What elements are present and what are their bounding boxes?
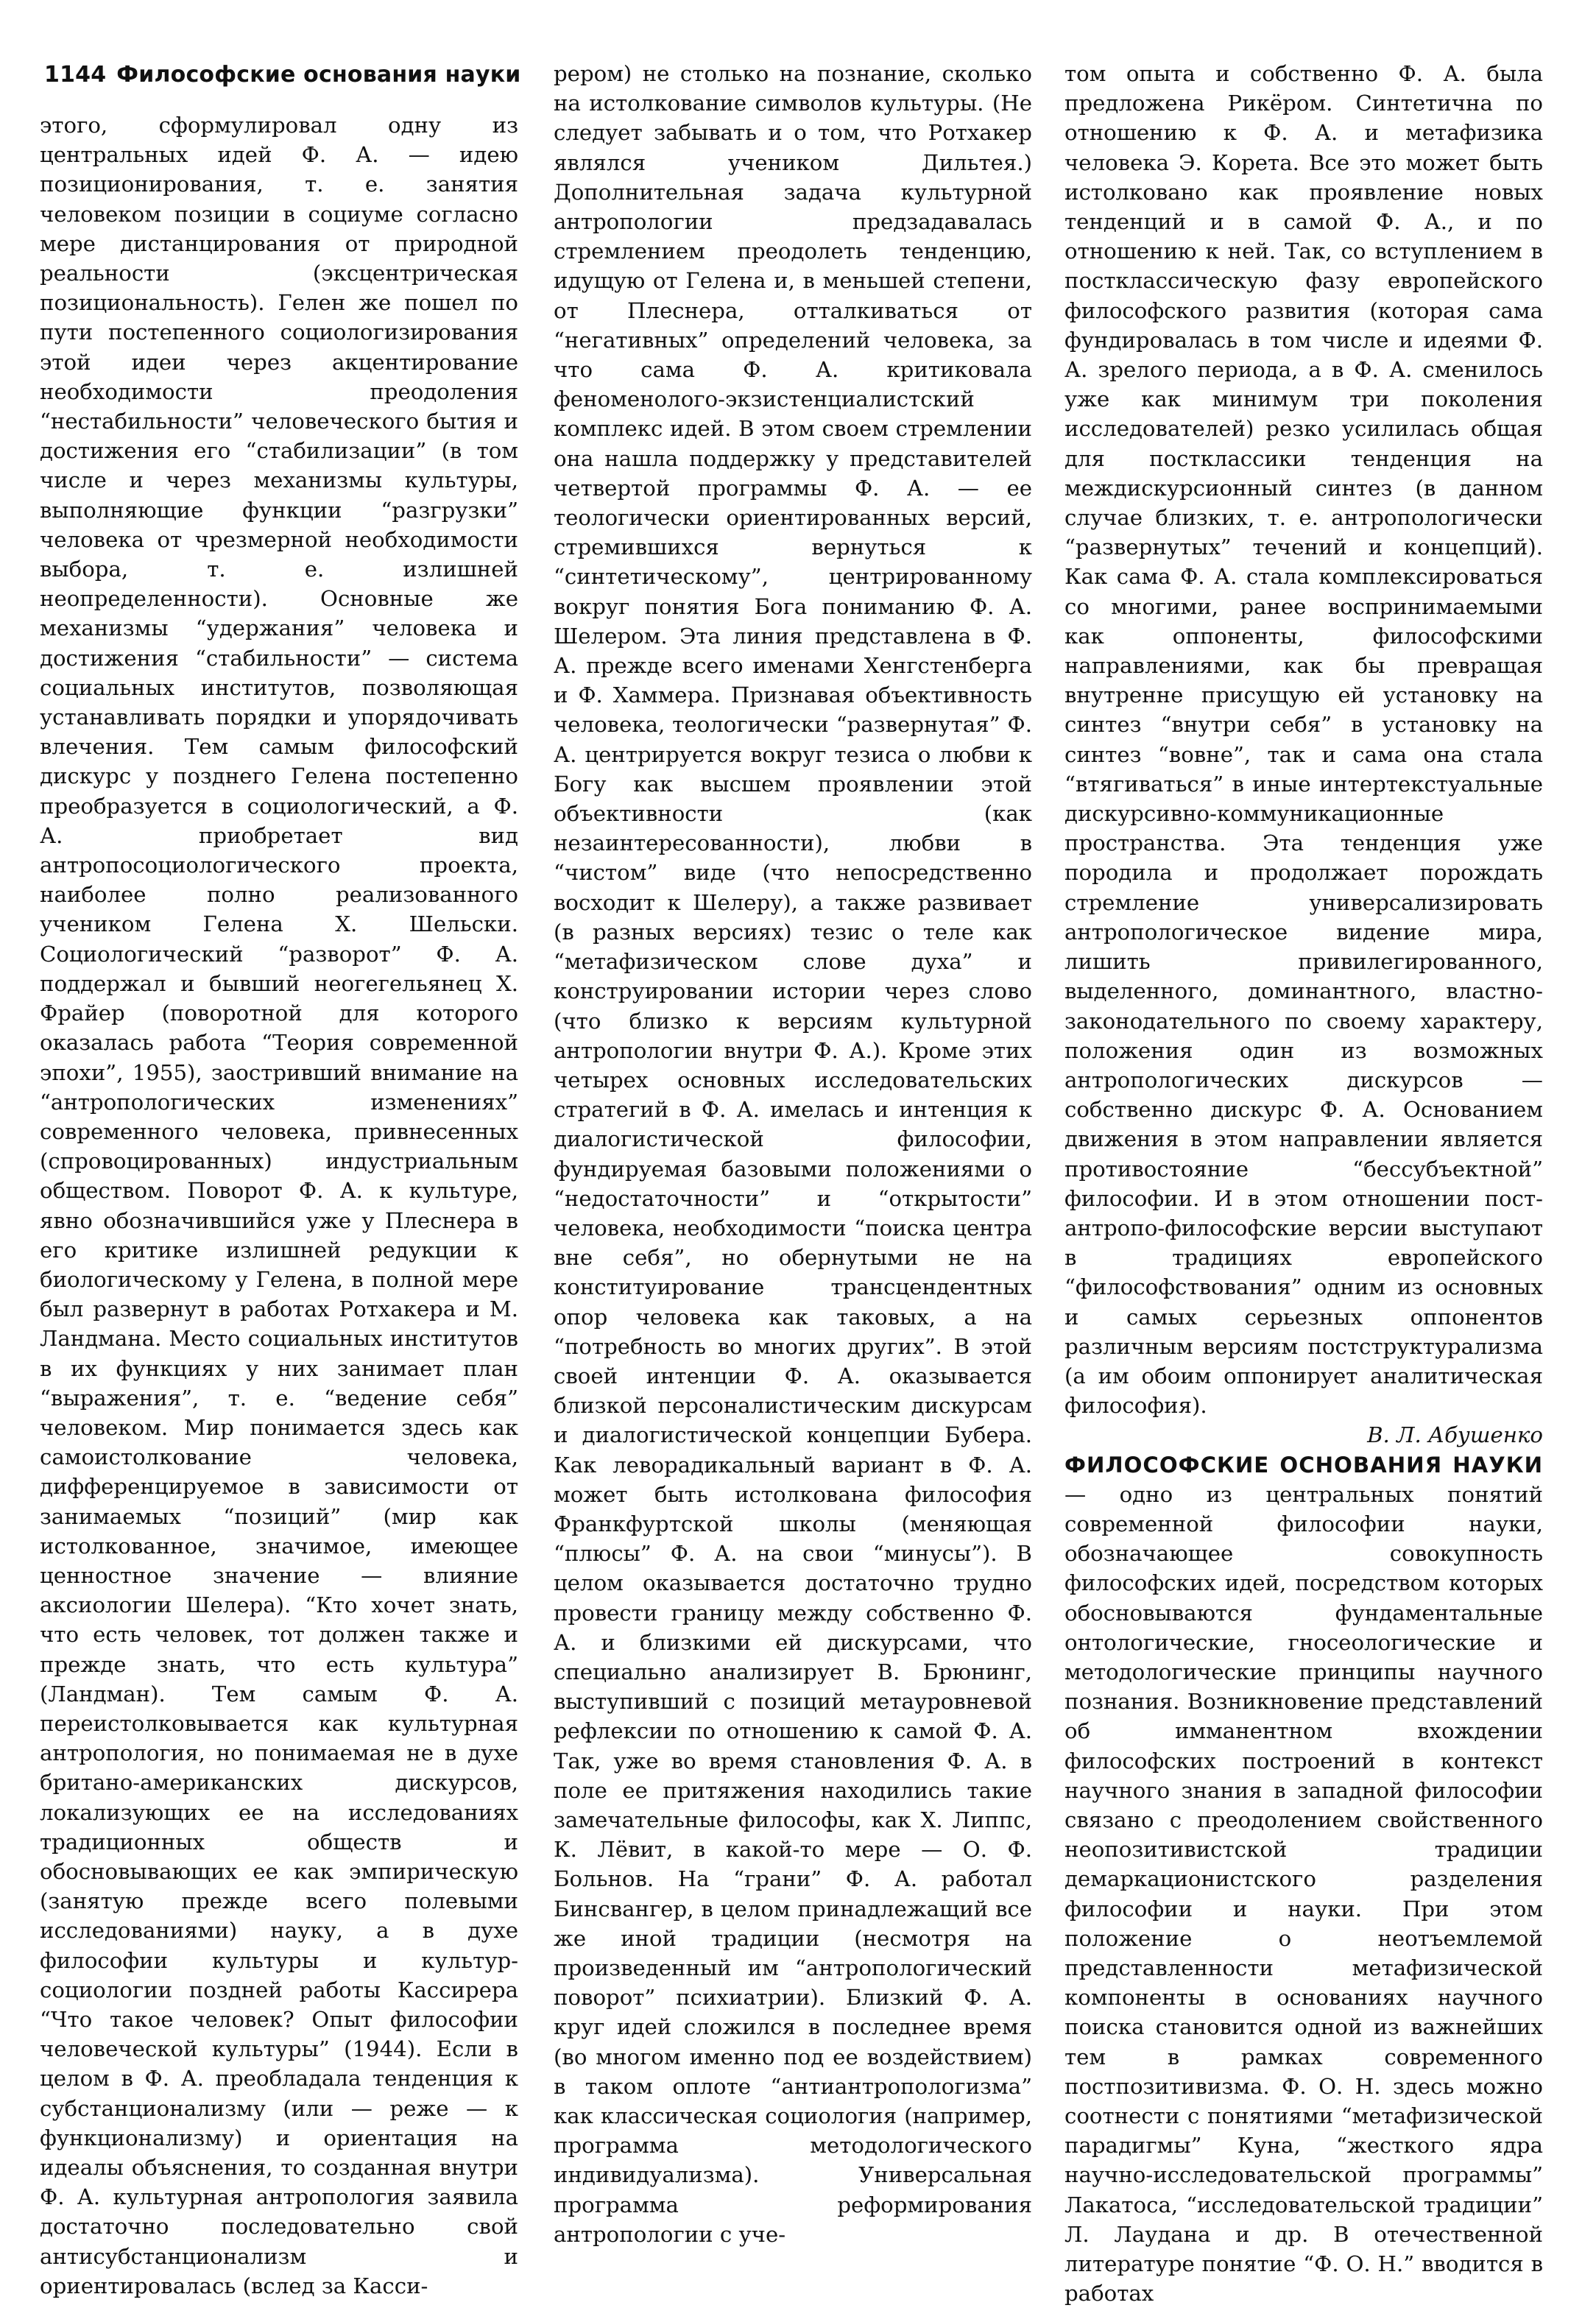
column-1-text: этого, сформулировал одну из центральных идей Ф. А. — идею позиционирования, т. е. занятия человеком позиции в социуме согласно мере дистанцирования от природной реальности (эксцентрическая позициональность). Гелен же пошел по пути постепенного социологизирования этой идеи через акцентирование необходимости преодоления “нестабильности” человеческого бытия и достижения его “стабилизации” (в том числе и через механизмы культуры, выполняющие функции “разгрузки” человека от чрезмерной необходимости выбора, т. е. излишней неопределенности). Основные же механизмы “удержания” человека и достижения “стабильности” — система социальных институтов, позволяющая устанавливать порядки и упорядочивать влечения. Тем самым философский дискурс у позднего Гелена постепенно преобразуется в социологический, а Ф. А. приобретает вид антропосоциологического проекта, наиболее полно реализованного учеником Гелена Х. Шельски. Социологический “разворот” Ф. А. поддержал и бывший неогегельянец Х. Фрайер (поворотной для которого оказалась работа “Теория современной эпохи”, 1955), заостривший внимание на “антропологических изменениях” современного человека, привнесенных (спровоцированных) индустриальным обществом. Поворот Ф. А. к культуре, явно обозначившийся уже у Плеснера в его критике излишней редукции к биологическому у Гелена, в полной мере был развернут в работах Ротхакера и М. Ландмана. Место социальных институтов в их функциях у них занимает план “выражения”, т. е. “ведение себя” человеком. Мир понимается здесь как самоистолкование человека, дифференцируемое в зависимости от занимаемых “позиций” (мир как истолкованное, значимое, имеющее ценностное значение — влияние аксиологии Шелера). “Кто хочет знать, что есть человек, тот должен также и прежде знать, что есть культура” (Ландман). Тем самым Ф. А. переистолковывается как культурная антропология, но понимаемая не в духе британо-американских дискурсов, локализующих ее на исследованиях традиционных обществ и обосновывающих ее как эмпирическую (занятую прежде всего полевыми исследованиями) науку, а в духе философии культуры и культур-социологии поздней работы Кассирера “Что такое человек? Опыт философии человеческой культуры” (1944). Если в целом в Ф. А. преобладала тенденция к субстанционализму (или — реже — к функционализму) и ориентация на идеалы объяснения, то созданная внутри Ф. А. культурная антропология заявила достаточно последовательно свой антисубстанционализм и ориентировалась (вслед за Касси- (40, 113, 518, 2298)
running-title: Философские основания науки (116, 62, 521, 88)
article-author: В. Л. Абушенко (1367, 1422, 1543, 1448)
entry-text: — одно из центральных понятий современной философии науки, обозначающее совокупность философских идей, посредством которых обосновываются фундаментальные онтологические, гносеологические и методологические принципы научного познания. Возникновение представлений об имманентном вхождении философских построений в контекст научного знания в западной философии связано с преодолением свойственного неопозитивистской традиции демаркационистского разделения философии и науки. При этом положение о неотъемлемой представленности метафизической компоненты в основаниях научного поиска становится одной из важнейших тем в рамках современного постпозитивизма. Ф. О. Н. здесь можно соотнести с понятиями “метафизической парадигмы” Куна, “жесткого ядра научно-исследовательской программы” Лакатоса, “исследовательской традиции” Л. Лаудана и др. В отечественной литературе понятие “Ф. О. Н.” вводится в работах (1064, 1481, 1543, 2307)
running-header (44, 62, 545, 88)
text-column-1 (40, 110, 518, 2298)
column-2-text: рером) не столько на познание, сколько на истолкование символов культуры. (Не следует забывать и о том, что Ротхакер являлся учеником Дильтея.) Дополнительная задача культурной антропологии предзадавалась стремлением преодолеть тенденцию, идущую от Гелена и, в меньшей степени, от Плеснера, отталкиваться от “негативных” определений человека, за что сама Ф. А. критиковала феноменолого-экзистенциалистский комплекс идей. В этом своем стремлении она нашла поддержку у представителей четвертой программы Ф. А. — ее теологически ориентированных версий, стремившихся вернуться к “синтетическому”, центрированному вокруг понятия Бога пониманию Ф. А. Шелером. Эта линия представлена в Ф. А. прежде всего именами Хенгстенберга и Ф. Хаммера. Признавая объективность человека, теологически “развернутая” Ф. А. центрируется вокруг тезиса о любви к Богу как высшем проявлении этой объективности (как незаинтересованности), любви в “чистом” виде (что непосредственно восходит к Шелеру), а также развивает (в разных версиях) тезис о теле как “метафизическом слове духа” и конструировании истории через слово (что близко к версиям культурной антропологии внутри Ф. А.). Кроме этих четырех основных исследовательских стратегий в Ф. А. имелась и интенция к диалогистической философии, фундируемая базовыми положениями о “недостаточности” и “открытости” человека, необходимости “поиска центра вне себя”, но обернутыми не на конституирование трансцендентных опор человека как таковых, а на “потребность во многих других”. В этой своей интенции Ф. А. оказывается близкой персоналистическим дискурсам и диалогистической концепции Бубера. Как леворадикальный вариант в Ф. А. может быть истолкована философия Франкфуртской школы (меняющая “плюсы” Ф. А. на свои “минусы”). В целом оказывается достаточно трудно провести границу между собственно Ф. А. и близкими ей дискурсами, что специально анализирует В. Брюнинг, выступивший с позиций метауровневой рефлексии по отношению к самой Ф. А. Так, уже во время становления Ф. А. в поле ее притяжения находились такие замечательные философы, как Х. Липпс, К. Лёвит, в какой-то мере — О. Ф. Больнов. На “грани” Ф. А. работал Бинсвангер, в целом принадлежащий все же иной традиции (несмотря на произведенный им “антропологический поворот” психиатрии). Близкий Ф. А. круг идей сложился в последнее время (во многом именно под ее воздействием) в таком оплоте “антиантропологизма” как классическая социология (например, программа методологического индивидуализма). Универсальная программа реформирования антропологии с уче- (554, 61, 1032, 2247)
text-column-3 (1064, 59, 1543, 2307)
entry-term: ФИЛОСОФСКИЕ ОСНОВАНИЯ НАУКИ (1064, 1452, 1543, 1478)
dictionary-entry (1064, 1450, 1543, 2308)
column-3-text: том опыта и собственно Ф. А. была предложена Рикёром. Синтетична по отношению к Ф. А. и метафизика человека Э. Корета. Все это может быть истолковано как проявление новых тенденций и в самой Ф. А., и по отношению к ней. Так, со вступлением в постклассическую фазу европейского философского развития (которая сама фундировалась в том числе и идеями Ф. А. зрелого периода, а в Ф. А. сменилось уже как минимум три поколения исследователей) резко усилилась общая для постклассики тенденция на междискурсионный синтез (в данном случае близких, т. е. антропологически “развернутых” течений и концепций). Как сама Ф. А. стала комплексироваться со многими, ранее воспринимаемыми как оппоненты, философскими направлениями, как бы превращая внутренне присущую ей установку на синтез “внутри себя” в установку на синтез “вовне”, так и сама она стала “втягиваться” в иные интертекстуальные дискурсивно-коммуникационные пространства. Эта тенденция уже породила и продолжает порождать стремление универсализировать антропологическое видение мира, лишить привилегированного, выделенного, доминантного, властно-законодательного по своему характеру, положения один из возможных антропологических дискурсов — собственно дискурс Ф. А. Основанием движения в этом направлении является противостояние “бессубъектной” философии. И в этом отношении пост-антропо-философские версии выступают в традициях европейского “философствования” одним из основных и самых серьезных оппонентов различным версиям постструктурализма (а им обоим оппонирует аналитическая философия). (1064, 61, 1543, 1419)
page-number: 1144 (44, 62, 107, 88)
text-column-2 (554, 59, 1032, 2268)
